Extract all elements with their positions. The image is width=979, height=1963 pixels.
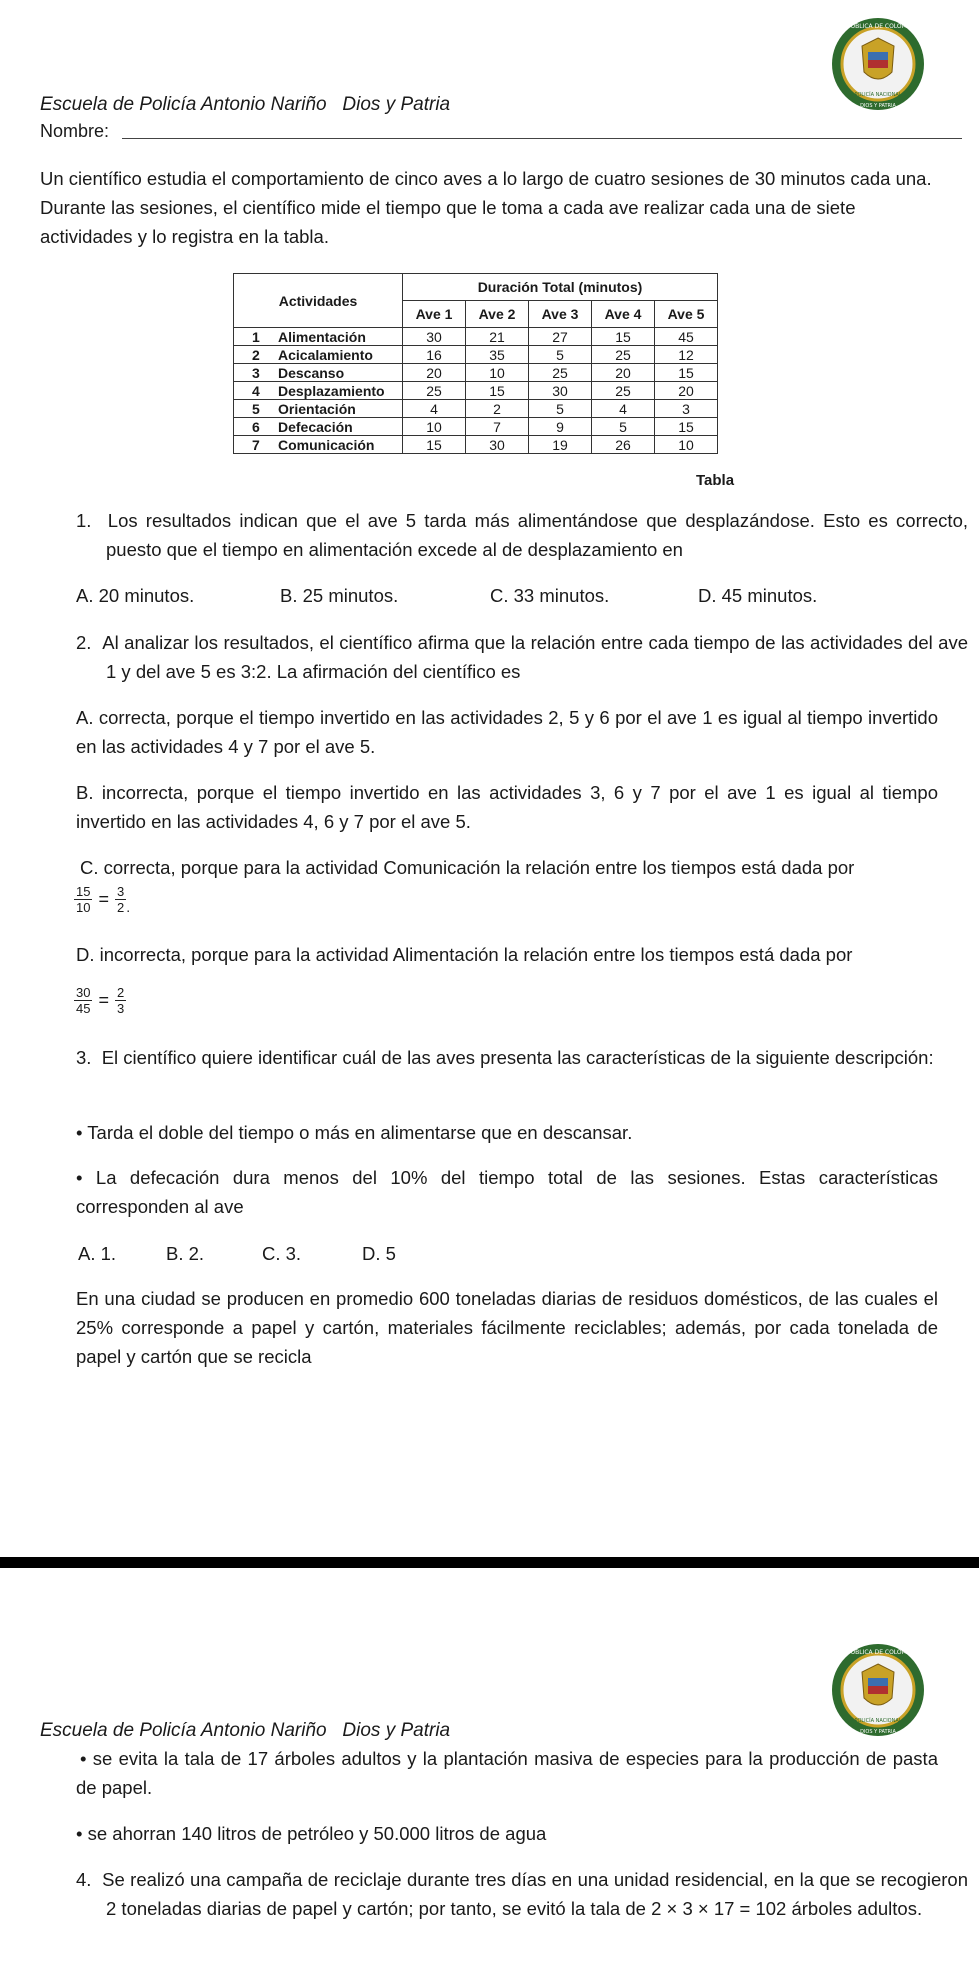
q2-option-a[interactable]: A. correcta, porque el tiempo invertido en las actividades 2, 5 y 6 por el ave 1 es igual al tiempo invertido en las actividades 4 y 7 por el ave 5. <box>76 707 938 757</box>
name-label: Nombre: <box>40 121 110 141</box>
activity-cell: 5 Orientación <box>234 400 403 418</box>
question-1: 1. Los resultados indican que el ave 5 tarda más alimentándose que desplazándose. Esto es correcto, puesto que el tiempo en alimentación excede al de desplazamiento en <box>76 510 968 560</box>
activity-cell: 3 Descanso <box>234 364 403 382</box>
value-cell: 21 <box>466 328 529 346</box>
question-2: 2. Al analizar los resultados, el científico afirma que la relación entre cada tiempo de las actividades del ave 1 y del ave 5 es 3:2. La afirmación del científico es <box>76 632 968 682</box>
value-cell: 10 <box>403 418 466 436</box>
value-cell: 20 <box>655 382 718 400</box>
table-row <box>234 400 718 418</box>
q2-option-b[interactable]: B. incorrecta, porque el tiempo invertido en las actividades 3, 6 y 7 por el ave 1 es igual al tiempo invertido en las actividades 4, 6 y 7 por el ave 5. <box>76 782 938 832</box>
q1-option-c[interactable]: C. 33 minutos. <box>490 585 610 606</box>
value-cell: 19 <box>529 436 592 454</box>
value-cell: 16 <box>403 346 466 364</box>
value-cell: 26 <box>592 436 655 454</box>
page2-header <box>40 1720 450 1742</box>
activity-cell: 7 Comunicación <box>234 436 403 454</box>
q3-option-c[interactable]: C. 3. <box>262 1243 302 1264</box>
value-cell: 35 <box>466 346 529 364</box>
value-cell: 30 <box>529 382 592 400</box>
data-table <box>233 273 718 454</box>
table-row <box>234 382 718 400</box>
table-row <box>234 328 718 346</box>
value-cell: 25 <box>592 382 655 400</box>
school-motto: Dios y Patria <box>342 94 451 115</box>
name-line[interactable] <box>122 138 962 139</box>
activity-cell: 1 Alimentación <box>234 328 403 346</box>
table-caption: Tabla <box>696 472 735 489</box>
activity-cell: 2 Acicalamiento <box>234 346 403 364</box>
q2-option-d-fraction: $\frac{30}{45}$ = $\frac{2}{3}$ <box>76 985 125 1016</box>
q3-option-d[interactable]: D. 5 <box>362 1243 396 1264</box>
question-3: 3. El científico quiere identificar cuál de las aves presenta las características de la siguiente descripción: <box>76 1047 934 1068</box>
value-cell: 4 <box>403 400 466 418</box>
school-motto: Dios y Patria <box>342 1720 451 1741</box>
q1-option-b[interactable]: B. 25 minutos. <box>280 585 399 606</box>
value-cell: 7 <box>466 418 529 436</box>
school-name: Escuela de Policía Antonio Nariño <box>40 94 327 115</box>
value-cell: 9 <box>529 418 592 436</box>
value-cell: 2 <box>466 400 529 418</box>
duration-header: Duración Total (minutos) <box>403 274 718 301</box>
svg-text:DIOS Y PATRIA: DIOS Y PATRIA <box>860 103 896 109</box>
table-row <box>234 436 718 454</box>
q2-option-c-text: C. correcta, porque para la actividad Comunicación la relación entre los tiempos está dada por <box>80 857 855 878</box>
value-cell: 45 <box>655 328 718 346</box>
value-cell: 5 <box>592 418 655 436</box>
value-cell: 25 <box>592 346 655 364</box>
value-cell: 15 <box>403 436 466 454</box>
value-cell: 10 <box>466 364 529 382</box>
value-cell: 3 <box>655 400 718 418</box>
bird-header: Ave 5 <box>655 301 718 328</box>
value-cell: 5 <box>529 346 592 364</box>
table-row <box>234 364 718 382</box>
value-cell: 20 <box>403 364 466 382</box>
q3-option-b[interactable]: B. 2. <box>166 1243 205 1264</box>
value-cell: 27 <box>529 328 592 346</box>
svg-text:REPÚBLICA DE COLOMBIA: REPÚBLICA DE COLOMBIA <box>839 1649 917 1656</box>
value-cell: 30 <box>466 436 529 454</box>
value-cell: 20 <box>592 364 655 382</box>
svg-text:POLICÍA NACIONAL: POLICÍA NACIONAL <box>854 92 902 98</box>
value-cell: 25 <box>529 364 592 382</box>
svg-text:POLICÍA NACIONAL: POLICÍA NACIONAL <box>854 1718 902 1724</box>
value-cell: 5 <box>529 400 592 418</box>
school-name: Escuela de Policía Antonio Nariño <box>40 1720 327 1741</box>
svg-text:REPÚBLICA DE COLOMBIA: REPÚBLICA DE COLOMBIA <box>839 23 917 30</box>
bird-header: Ave 2 <box>466 301 529 328</box>
q3-bullet-1: • Tarda el doble del tiempo o más en alimentarse que en descansar. <box>76 1122 633 1143</box>
q2-option-c[interactable] <box>76 853 938 882</box>
question-4: 4. Se realizó una campaña de reciclaje durante tres días en una unidad residencial, en la que se recogieron 2 toneladas diarias de papel y cartón; por tanto, se evitó la tala de 2 × 3 × 17 = 102 árboles adultos. <box>76 1869 968 1919</box>
page1-header <box>40 94 450 116</box>
q1-option-d[interactable]: D. 45 minutos. <box>698 585 818 606</box>
intro-paragraph: Un científico estudia el comportamiento de cinco aves a lo largo de cuatro sesiones de 30 minutos cada una. Durante las sesiones, el científico mide el tiempo que le toma a cada ave realizar cada una de siete actividades y lo registra en la tabla. <box>40 168 932 247</box>
police-seal-logo <box>830 16 926 112</box>
value-cell: 30 <box>403 328 466 346</box>
value-cell: 25 <box>403 382 466 400</box>
page-divider <box>0 1557 979 1568</box>
q3-bullet-2: • La defecación dura menos del 10% del tiempo total de las sesiones. Estas características corresponden al ave <box>76 1167 938 1217</box>
table-row <box>234 346 718 364</box>
value-cell: 15 <box>655 364 718 382</box>
value-cell: 12 <box>655 346 718 364</box>
table-row <box>234 418 718 436</box>
q2-option-d-text: D. incorrecta, porque para la actividad Alimentación la relación entre los tiempos está dada por <box>76 944 853 965</box>
q2-option-c-fraction: $\frac{15}{10}$ = $\frac{3}{2}$ . <box>76 884 131 915</box>
value-cell: 15 <box>655 418 718 436</box>
activities-header: Actividades <box>234 274 403 328</box>
value-cell: 15 <box>466 382 529 400</box>
activity-cell: 6 Defecación <box>234 418 403 436</box>
police-seal-logo-2 <box>830 1642 926 1738</box>
context-paragraph: En una ciudad se producen en promedio 600 toneladas diarias de residuos domésticos, de las cuales el 25% corresponde a papel y cartón, materiales fácilmente reciclables; además, por cada tonelada de papel y cartón que se recicla <box>76 1288 938 1367</box>
value-cell: 15 <box>592 328 655 346</box>
q1-option-a[interactable]: A. 20 minutos. <box>76 585 195 606</box>
q3-option-a[interactable]: A. 1. <box>78 1243 117 1264</box>
bird-header: Ave 4 <box>592 301 655 328</box>
name-field[interactable] <box>40 121 962 142</box>
activity-cell: 4 Desplazamiento <box>234 382 403 400</box>
bird-header: Ave 3 <box>529 301 592 328</box>
bird-header: Ave 1 <box>403 301 466 328</box>
page2-bullet-2: • se ahorran 140 litros de petróleo y 50.000 litros de agua <box>76 1823 547 1844</box>
value-cell: 4 <box>592 400 655 418</box>
q2-option-d[interactable] <box>76 940 938 969</box>
svg-text:DIOS Y PATRIA: DIOS Y PATRIA <box>860 1729 896 1735</box>
value-cell: 10 <box>655 436 718 454</box>
page2-bullet-1: • se evita la tala de 17 árboles adultos y la plantación masiva de especies para la producción de pasta de papel. <box>76 1748 938 1798</box>
